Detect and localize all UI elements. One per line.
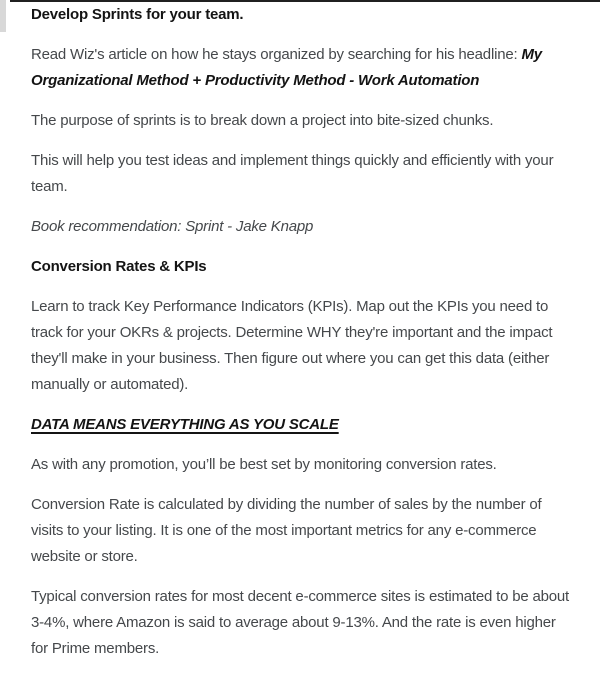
- article-content: [31, 2, 571, 676]
- paragraph-read-wiz-prefix: Read Wiz's article on how he stays organized by searching for his headline:: [31, 46, 522, 63]
- paragraph-read-wiz: [31, 42, 571, 94]
- paragraph-conversion-rate-definition: Conversion Rate is calculated by dividing the number of sales by the number of visits to your listing. It is one of the most important metrics for any e-commerce website or store.: [31, 496, 542, 565]
- paragraph-purpose: The purpose of sprints is to break down a project into bite-sized chunks.: [31, 112, 494, 129]
- paragraph-typical-rates: Typical conversion rates for most decent e-commerce sites is estimated to be about 3-4%, where Amazon is said to average about 9-13%. And the rate is even higher for Prime members.: [31, 588, 570, 657]
- paragraph-kpis: Learn to track Key Performance Indicators (KPIs). Map out the KPIs you need to track for your OKRs & projects. Determine WHY they're important and the impact they'll make in your business. Then figure out where you can get this data (either manually or automated).: [31, 298, 553, 393]
- section-heading-develop-sprints: Develop Sprints for your team.: [31, 6, 244, 23]
- section-heading-conversion-rates: Conversion Rates & KPIs: [31, 258, 207, 275]
- paragraph-help: This will help you test ideas and implement things quickly and efficiently with your team.: [31, 152, 554, 195]
- section-heading-data-means-everything: DATA MEANS EVERYTHING AS YOU SCALE: [31, 416, 339, 433]
- paragraph-promotion: As with any promotion, you’ll be best set by monitoring conversion rates.: [31, 456, 497, 473]
- article-title-emphasis: My Organizational Method + Productivity Method - Work Automation: [31, 46, 542, 89]
- left-edge-strip: [0, 0, 6, 32]
- book-recommendation-note: Book recommendation: Sprint - Jake Knapp: [31, 218, 314, 235]
